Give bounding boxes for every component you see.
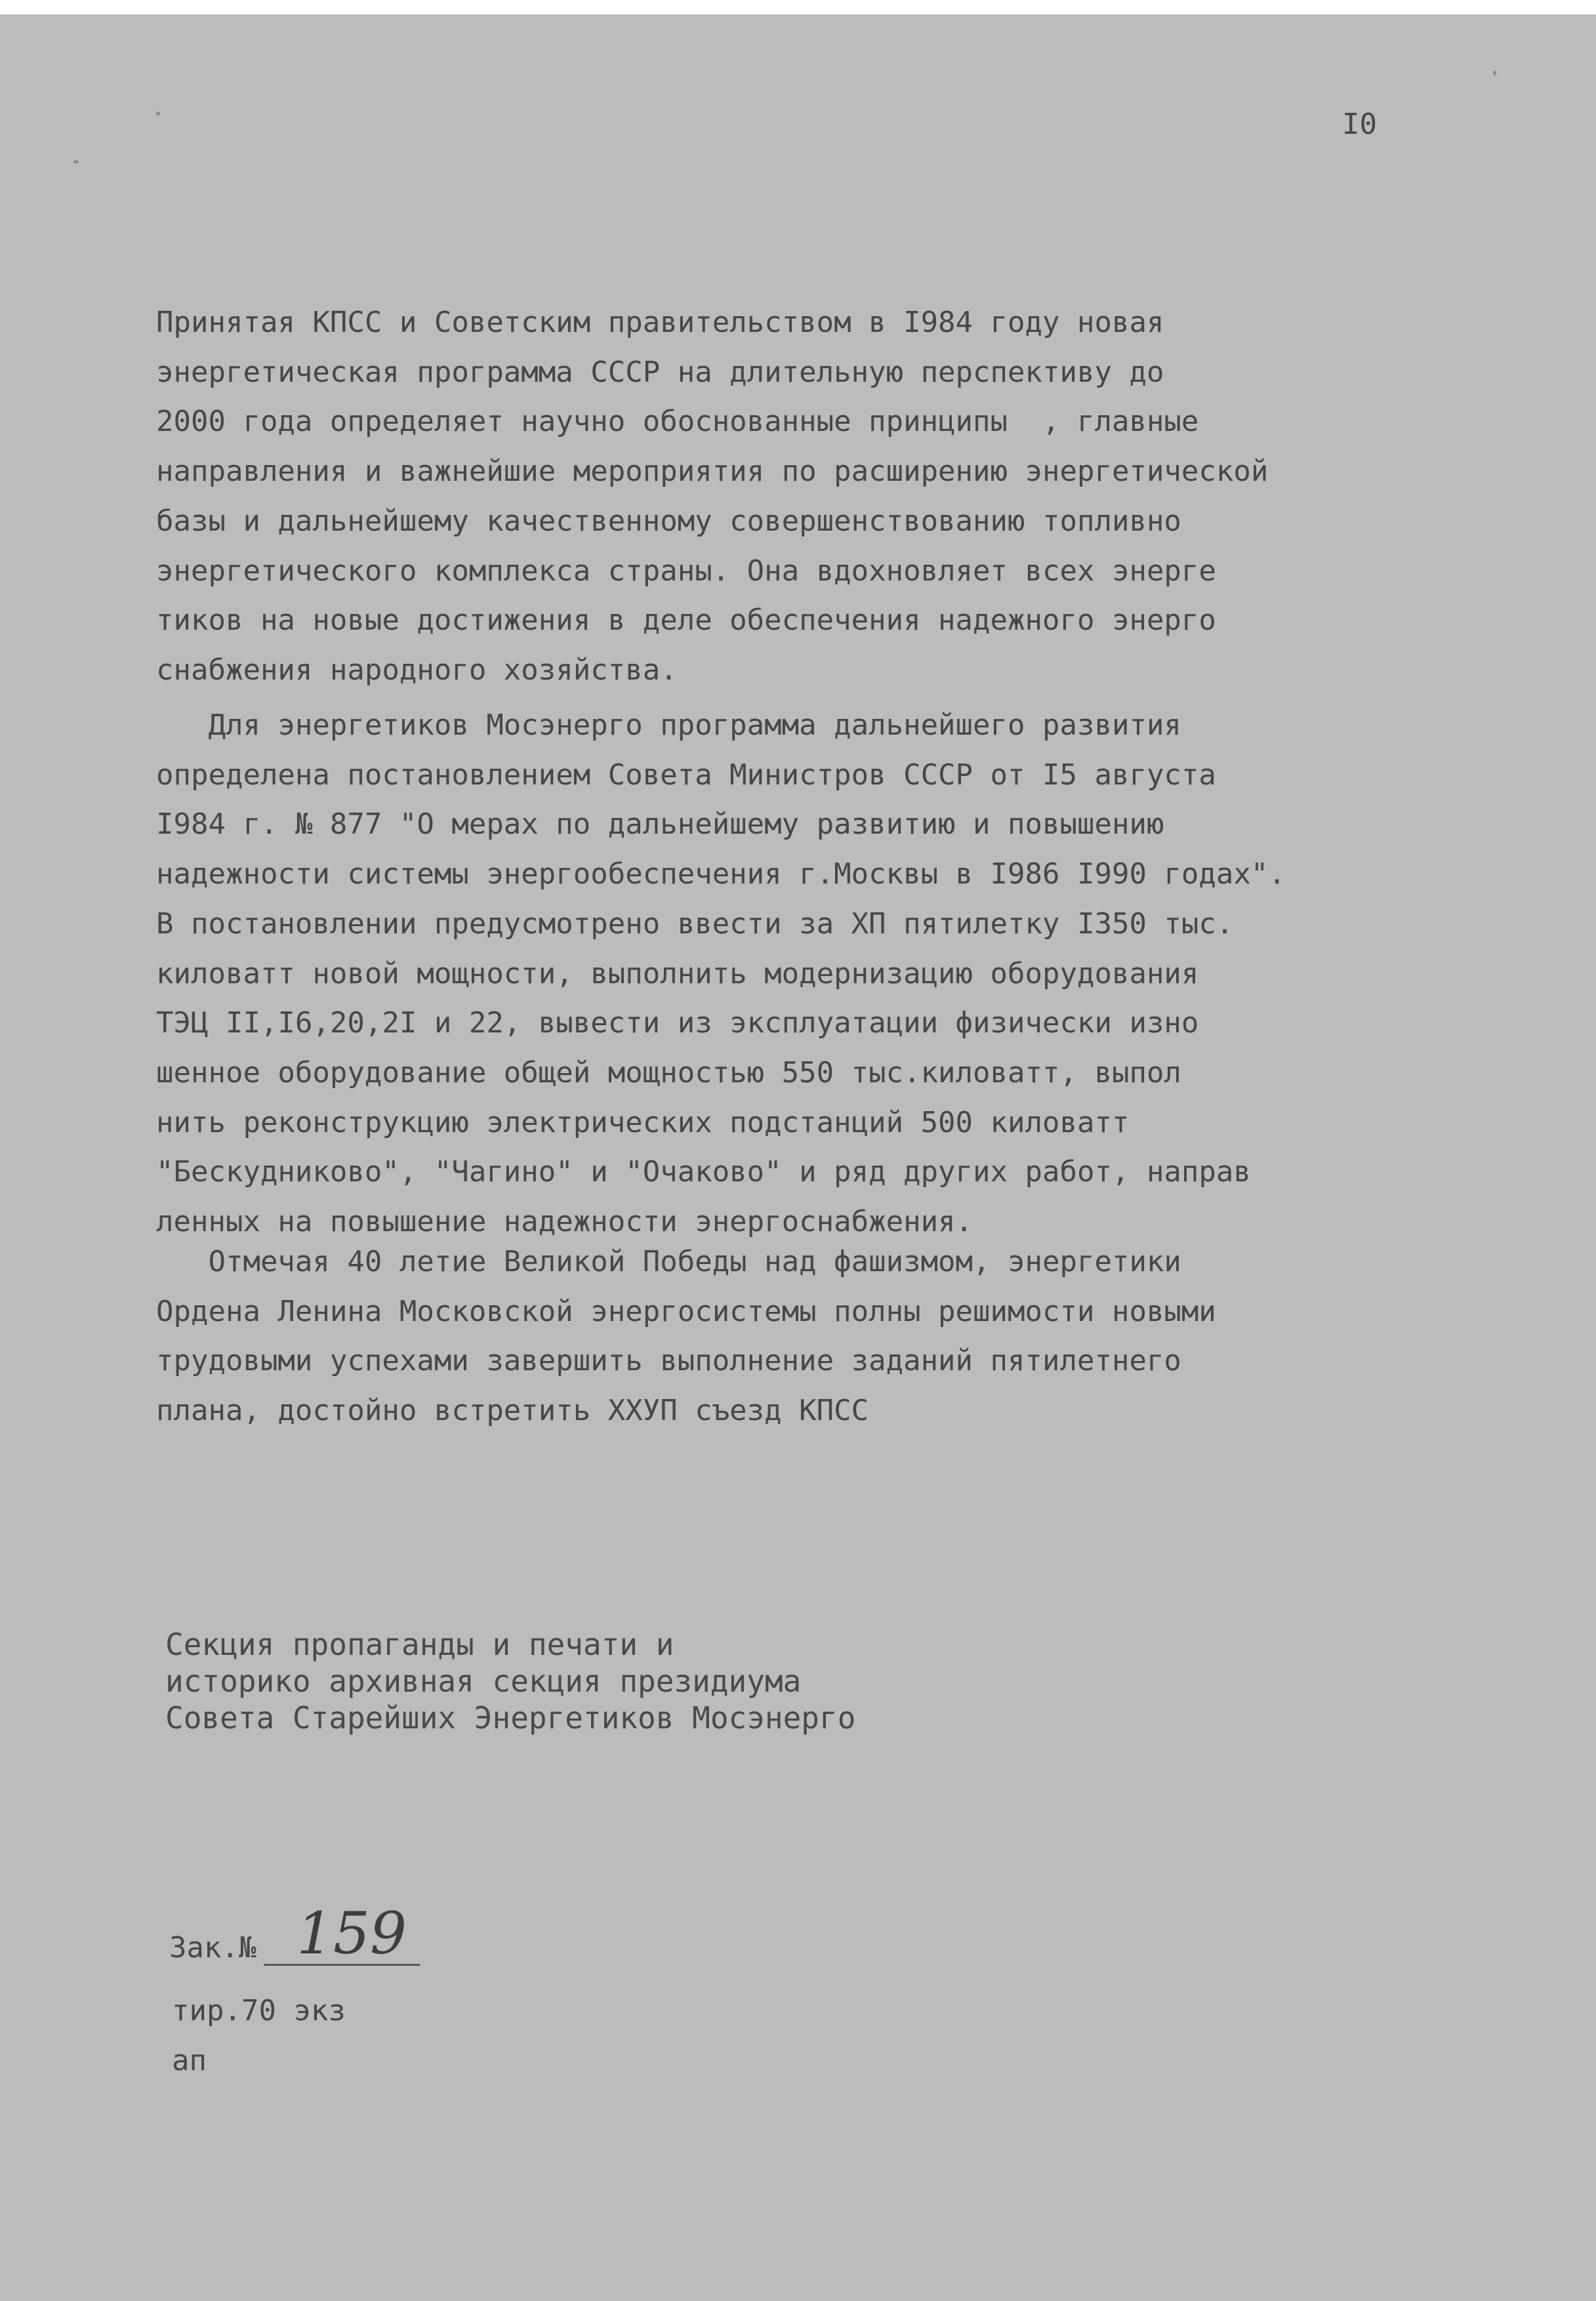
body-line: Отмечая 40 летие Великой Победы над фашизмом, энергетики [156,1245,1181,1278]
page-number: I0 [1342,108,1377,141]
body-line: ТЭЦ II,I6,20,2I и 22, вывести из эксплуатации физически изно [156,1006,1199,1040]
body-line: определена постановлением Совета Министров СССР от I5 августа [156,758,1216,792]
order-number-handwritten: 159 [297,1900,407,1967]
paper-speck [156,112,160,115]
body-line: нить реконструкцию электрических подстанций 500 киловатт [156,1106,1130,1139]
body-line: киловатт новой мощности, выполнить модернизацию оборудования [156,957,1199,990]
print-run: тир.70 экз [172,1994,346,2027]
body-line: надежности системы энергообеспечения г.Москвы в I986 I990 годах". [156,857,1286,891]
paper-speck [73,160,79,163]
body-line: энергетического комплекса страны. Она вдохновляет всех энерге [156,554,1216,588]
body-line: базы и дальнейшему качественному совершенствованию топливно [156,504,1181,538]
signature-line: Секция пропаганды и печати и [165,1627,674,1662]
body-line: снабжения народного хозяйства. [156,653,678,687]
body-line: I984 г. № 877 "О мерах по дальнейшему развитию и повышению [156,807,1164,841]
typist-initials: ап [172,2044,207,2077]
signature-line: историко архивная секция президиума [165,1663,802,1699]
paper-speck [1493,71,1496,75]
body-line: трудовыми успехами завершить выполнение заданий пятилетнего [156,1344,1181,1377]
body-line: тиков на новые достижения в деле обеспечения надежного энерго [156,603,1216,637]
body-line: 2000 года определяет научно обоснованные принципы , главные [156,405,1199,438]
body-line: Принятая КПСС и Советским правительством в I984 году новая [156,306,1164,339]
body-line: В постановлении предусмотрено ввести за ХП пятилетку I350 тыс. [156,907,1234,941]
body-line: ленных на повышение надежности энергоснабжения. [156,1205,973,1238]
body-line: Ордена Ленина Московской энергосистемы полны решимости новыми [156,1295,1216,1328]
body-line: шенное оборудование общей мощностью 550 тыс.киловатт, выпол [156,1056,1181,1089]
body-line: энергетическая программа СССР на длительную перспективу до [156,356,1164,389]
body-line: Для энергетиков Мосэнерго программа дальнейшего развития [156,708,1181,742]
signature-line: Совета Старейших Энергетиков Мосэнерго [165,1700,856,1736]
body-line: плана, достойно встретить ХХУП съезд КПСС [156,1394,869,1427]
order-label: Зак.№ [169,1931,256,1965]
body-line: "Бескудниково", "Чагино" и "Очаково" и ряд других работ, направ [156,1155,1251,1189]
body-line: направления и важнейшие мероприятия по расширению энергетической [156,455,1269,488]
